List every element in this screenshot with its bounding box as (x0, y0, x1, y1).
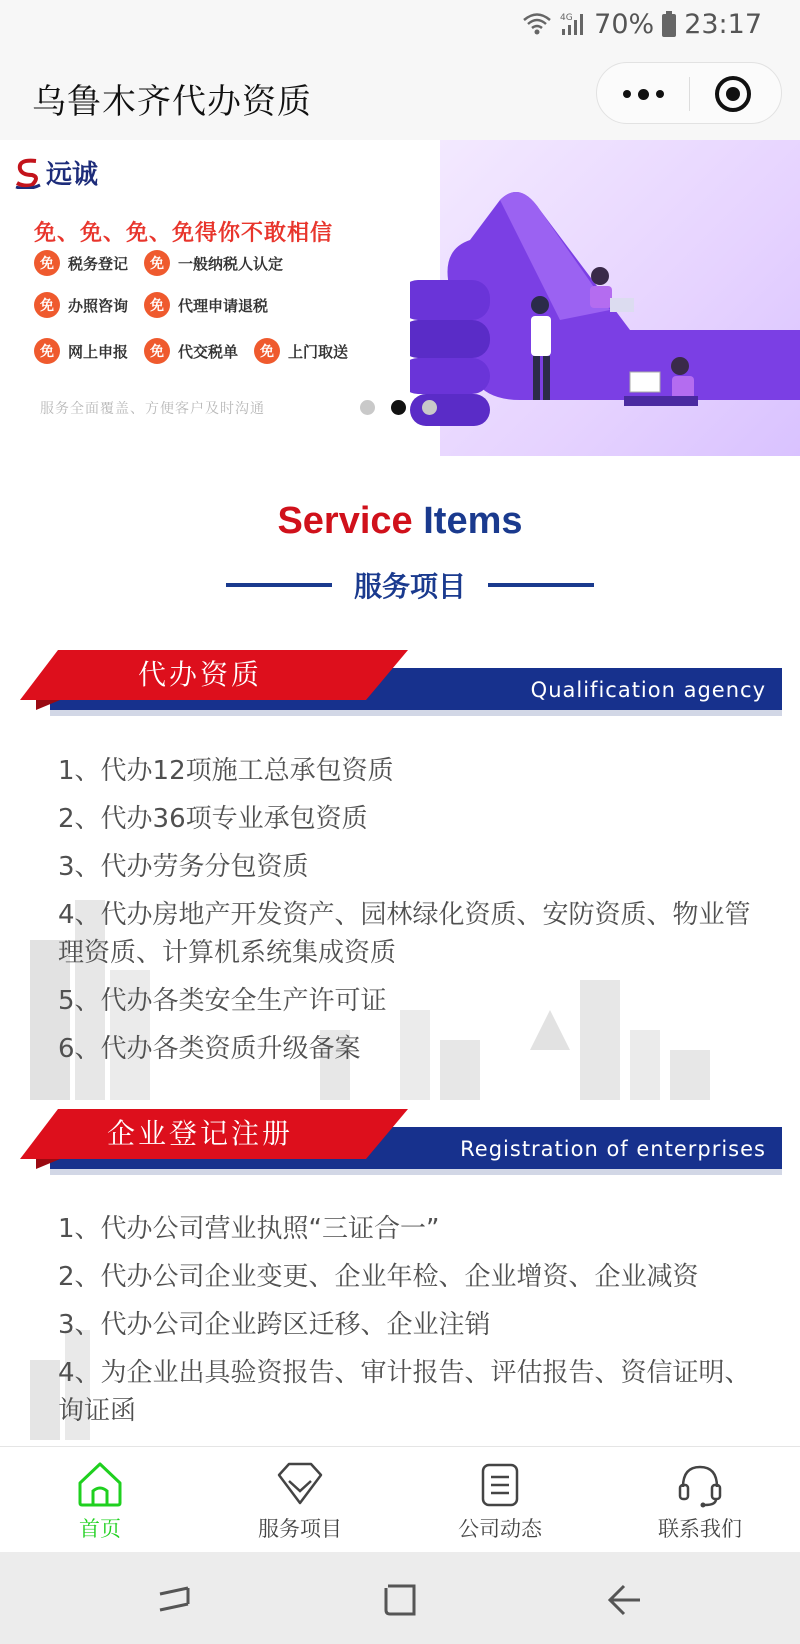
home-icon (75, 1459, 125, 1509)
tab-news[interactable] (400, 1447, 600, 1552)
clock: 23:17 (684, 8, 762, 40)
free-badge: 免 (34, 292, 60, 318)
list-item: 1、代办公司营业执照“三证合一” (58, 1214, 440, 1244)
diamond-icon (275, 1459, 325, 1509)
free-badge: 免 (34, 250, 60, 276)
list-item: 5、代办各类安全生产许可证 (58, 986, 387, 1016)
thumbs-up-illustration (410, 170, 800, 450)
status-indicators (522, 6, 762, 42)
feature-item (34, 292, 128, 318)
category-banner-underline (50, 710, 782, 716)
registration-list (58, 1210, 758, 1440)
feature-item (34, 338, 128, 364)
more-dot-icon (623, 90, 631, 98)
feature-label: 一般纳税人认定 (178, 254, 284, 273)
recents-icon[interactable] (154, 1580, 194, 1620)
status-bar (0, 0, 800, 48)
category-title-en: Qualification agency (530, 678, 766, 702)
divider-line (488, 583, 594, 587)
list-item: 3、代办公司企业跨区迁移、企业注销 (58, 1310, 491, 1340)
signal-icon (560, 11, 586, 37)
section-subtitle (226, 563, 594, 607)
free-badge: 免 (34, 338, 60, 364)
title-bar (0, 48, 800, 140)
section-title-en-part2: Items (423, 500, 523, 542)
more-button[interactable] (597, 63, 689, 125)
list-item: 4、为企业出具验资报告、审计报告、评估报告、资信证明、询证函 (58, 1358, 751, 1426)
more-dot-icon (656, 90, 664, 98)
carousel-dot-active[interactable] (391, 400, 406, 415)
feature-item (34, 250, 128, 276)
feature-row (34, 250, 283, 276)
tab-label: 联系我们 (658, 1517, 742, 1541)
wifi-icon (522, 11, 552, 37)
free-badge: 免 (144, 292, 170, 318)
category-banner-registration (20, 1109, 782, 1181)
feature-item (144, 250, 283, 276)
category-title-cn: 代办资质 (137, 658, 262, 691)
svg-text:4G: 4G (560, 13, 573, 23)
feature-label: 税务登记 (68, 254, 129, 273)
section-title-cn: 服务项目 (353, 570, 466, 603)
promo-banner[interactable] (0, 140, 800, 456)
feature-row (34, 338, 348, 364)
system-navigation-bar (0, 1552, 800, 1644)
carousel-indicators (360, 400, 437, 415)
tab-home[interactable] (0, 1447, 200, 1552)
section-title-en (0, 500, 800, 543)
feature-item (144, 338, 238, 364)
tab-contact[interactable] (600, 1447, 800, 1552)
tab-label: 首页 (79, 1517, 121, 1541)
banner-headline: 免、免、免、免得你不敢相信 (34, 221, 334, 246)
section-title-en-part1: Service (277, 500, 413, 542)
feature-label: 网上申报 (68, 342, 129, 361)
carousel-dot[interactable] (422, 400, 437, 415)
miniprogram-capsule (596, 62, 782, 124)
bottom-tab-bar (0, 1446, 800, 1552)
battery-percent: 70% (594, 8, 655, 40)
category-title-en: Registration of enterprises (460, 1137, 766, 1161)
feature-row (34, 292, 268, 318)
news-icon (475, 1459, 525, 1509)
feature-label: 办照咨询 (68, 296, 129, 315)
list-item: 6、代办各类资质升级备案 (58, 1034, 361, 1064)
list-item: 3、代办劳务分包资质 (58, 852, 309, 882)
carousel-dot[interactable] (360, 400, 375, 415)
tab-label: 服务项目 (258, 1517, 342, 1541)
category-banner-qualification (20, 650, 782, 722)
list-item: 2、代办公司企业变更、企业年检、企业增资、企业减资 (58, 1262, 699, 1292)
more-dot-icon (638, 89, 649, 100)
feature-item (144, 292, 268, 318)
brand-name: 远诚 (46, 160, 99, 190)
page-title: 乌鲁木齐代办资质 (32, 82, 312, 122)
free-badge: 免 (144, 338, 170, 364)
free-badge: 免 (254, 338, 280, 364)
banner-note: 服务全面覆盖、方便客户及时沟通 (40, 401, 265, 417)
free-badge: 免 (144, 250, 170, 276)
brand-logo (14, 154, 98, 191)
list-item: 1、代办12项施工总承包资质 (58, 756, 394, 786)
battery-icon (662, 11, 676, 37)
feature-label: 上门取送 (288, 342, 349, 361)
close-miniprogram-button[interactable] (715, 76, 751, 112)
category-banner-underline (50, 1169, 782, 1175)
headset-icon (675, 1459, 725, 1509)
list-item: 4、代办房地产开发资产、园林绿化资质、安防资质、物业管理资质、计算机系统集成资质 (58, 900, 751, 968)
brand-mark-icon (14, 157, 42, 189)
feature-item (254, 338, 348, 364)
tab-label: 公司动态 (458, 1517, 542, 1541)
list-item: 2、代办36项专业承包资质 (58, 804, 368, 834)
tab-services[interactable] (200, 1447, 400, 1552)
capsule-divider (689, 77, 690, 111)
category-title-cn: 企业登记注册 (106, 1117, 293, 1150)
qualification-list (58, 752, 758, 1078)
back-icon[interactable] (604, 1580, 644, 1620)
feature-label: 代交税单 (178, 342, 239, 361)
home-nav-icon[interactable] (380, 1580, 420, 1620)
feature-label: 代理申请退税 (178, 296, 269, 315)
